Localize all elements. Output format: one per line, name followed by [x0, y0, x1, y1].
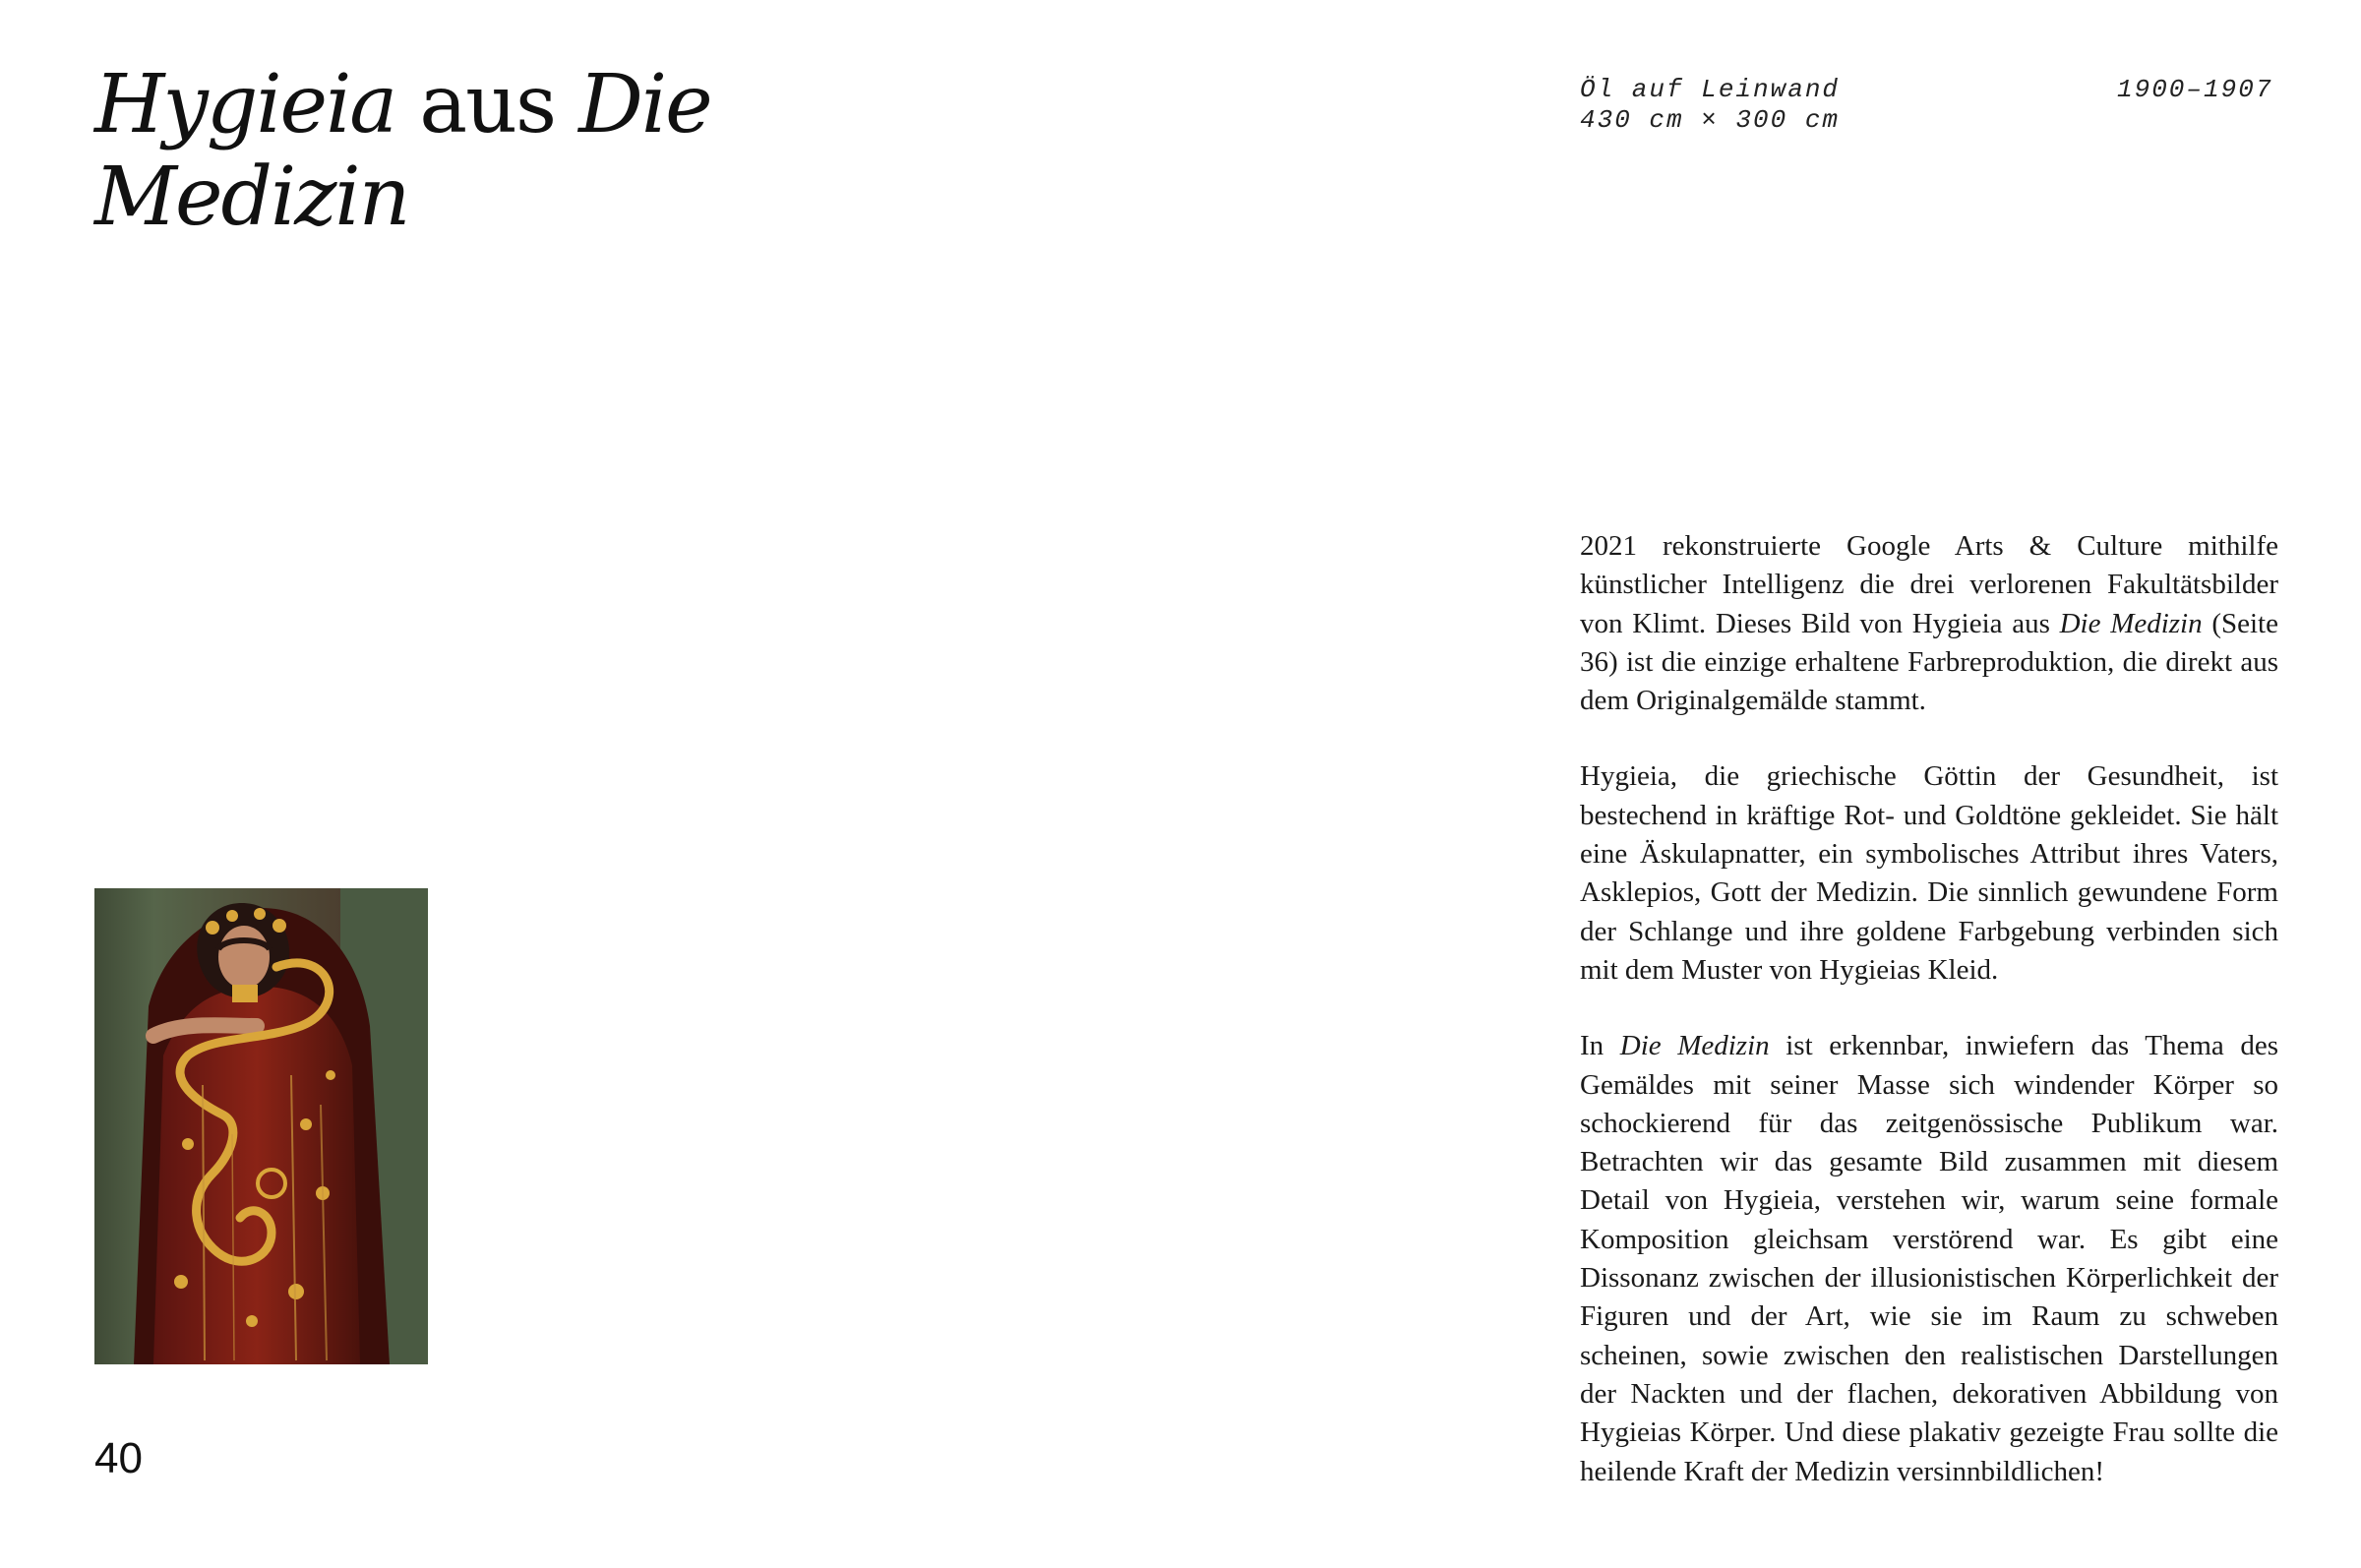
paragraph-3-work-title: Die Medizin	[1619, 1030, 1770, 1062]
title-medizin: Medizin	[94, 151, 409, 244]
artwork-title	[94, 59, 783, 244]
title-aus: aus	[395, 58, 579, 151]
painting-illustration	[94, 888, 428, 1364]
paragraph-1-part-c: (Seite 36) ist die einzige erhaltene Farbreproduktion, die direkt aus dem Originalgemälde stammt.	[1580, 607, 2278, 717]
painting-hygieia-image	[94, 888, 428, 1364]
artwork-dimensions: 430 cm × 300 cm	[1580, 105, 1841, 135]
artwork-medium: Öl auf Leinwand	[1580, 75, 1841, 104]
description-text	[1580, 527, 2278, 1491]
paragraph-3-part-c: ist erkennbar, inwiefern das Thema des Gemäldes mit seiner Masse sich windender Körper so schockierend für das zeitgenössische Publikum war. Betrachten wir das gesamte Bild zusammen mit diesem Detail von Hygieia, verstehen wir, warum seine formale Komposition gleichsam verstörend war. Es gibt eine Dissonanz zwischen der illusionistischen Körperlichkeit der Figuren und der Art, wie sie im Raum zu schweben scheinen, sowie zwischen den realistischen Darstellungen der Nackten und der flachen, dekorativen Abbildung von Hygieias Körper. Und diese plakativ gezeigte Frau sollte die heilende Kraft der Medizin versinnbildlichen!	[1580, 1030, 2278, 1487]
paragraph-3-part-a: In	[1580, 1030, 1620, 1062]
artwork-date: 1900–1907	[2117, 75, 2273, 104]
title-hygieia: Hygieia	[94, 58, 396, 151]
artwork-specs	[1580, 75, 1840, 136]
paragraph-2: Hygieia, die griechische Göttin der Gesundheit, ist bestechend in kräftige Rot- und Goldtöne gekleidet. Sie hält eine Äskulapnatter, ein symbolisches Attribut ihres Vaters, Asklepios, Gott der Medizin. Die sinnlich gewundene Form der Schlange und ihre goldene Farbgebung verbinden sich mit dem Muster von Hygieias Kleid.	[1580, 760, 2278, 986]
paragraph-1	[1580, 527, 2278, 720]
paragraph-1-work-title: Die Medizin	[2059, 607, 2203, 639]
paragraph-3	[1580, 1027, 2278, 1491]
title-die: Die	[578, 58, 711, 151]
paragraph-1-part-a: 2021 rekonstruierte Google Arts & Culture mithilfe künstlicher Intelligenz die drei verlorenen Fakultätsbilder von Klimt. Dieses Bild von Hygieia aus	[1580, 530, 2278, 639]
page-number: 40	[94, 1434, 143, 1482]
